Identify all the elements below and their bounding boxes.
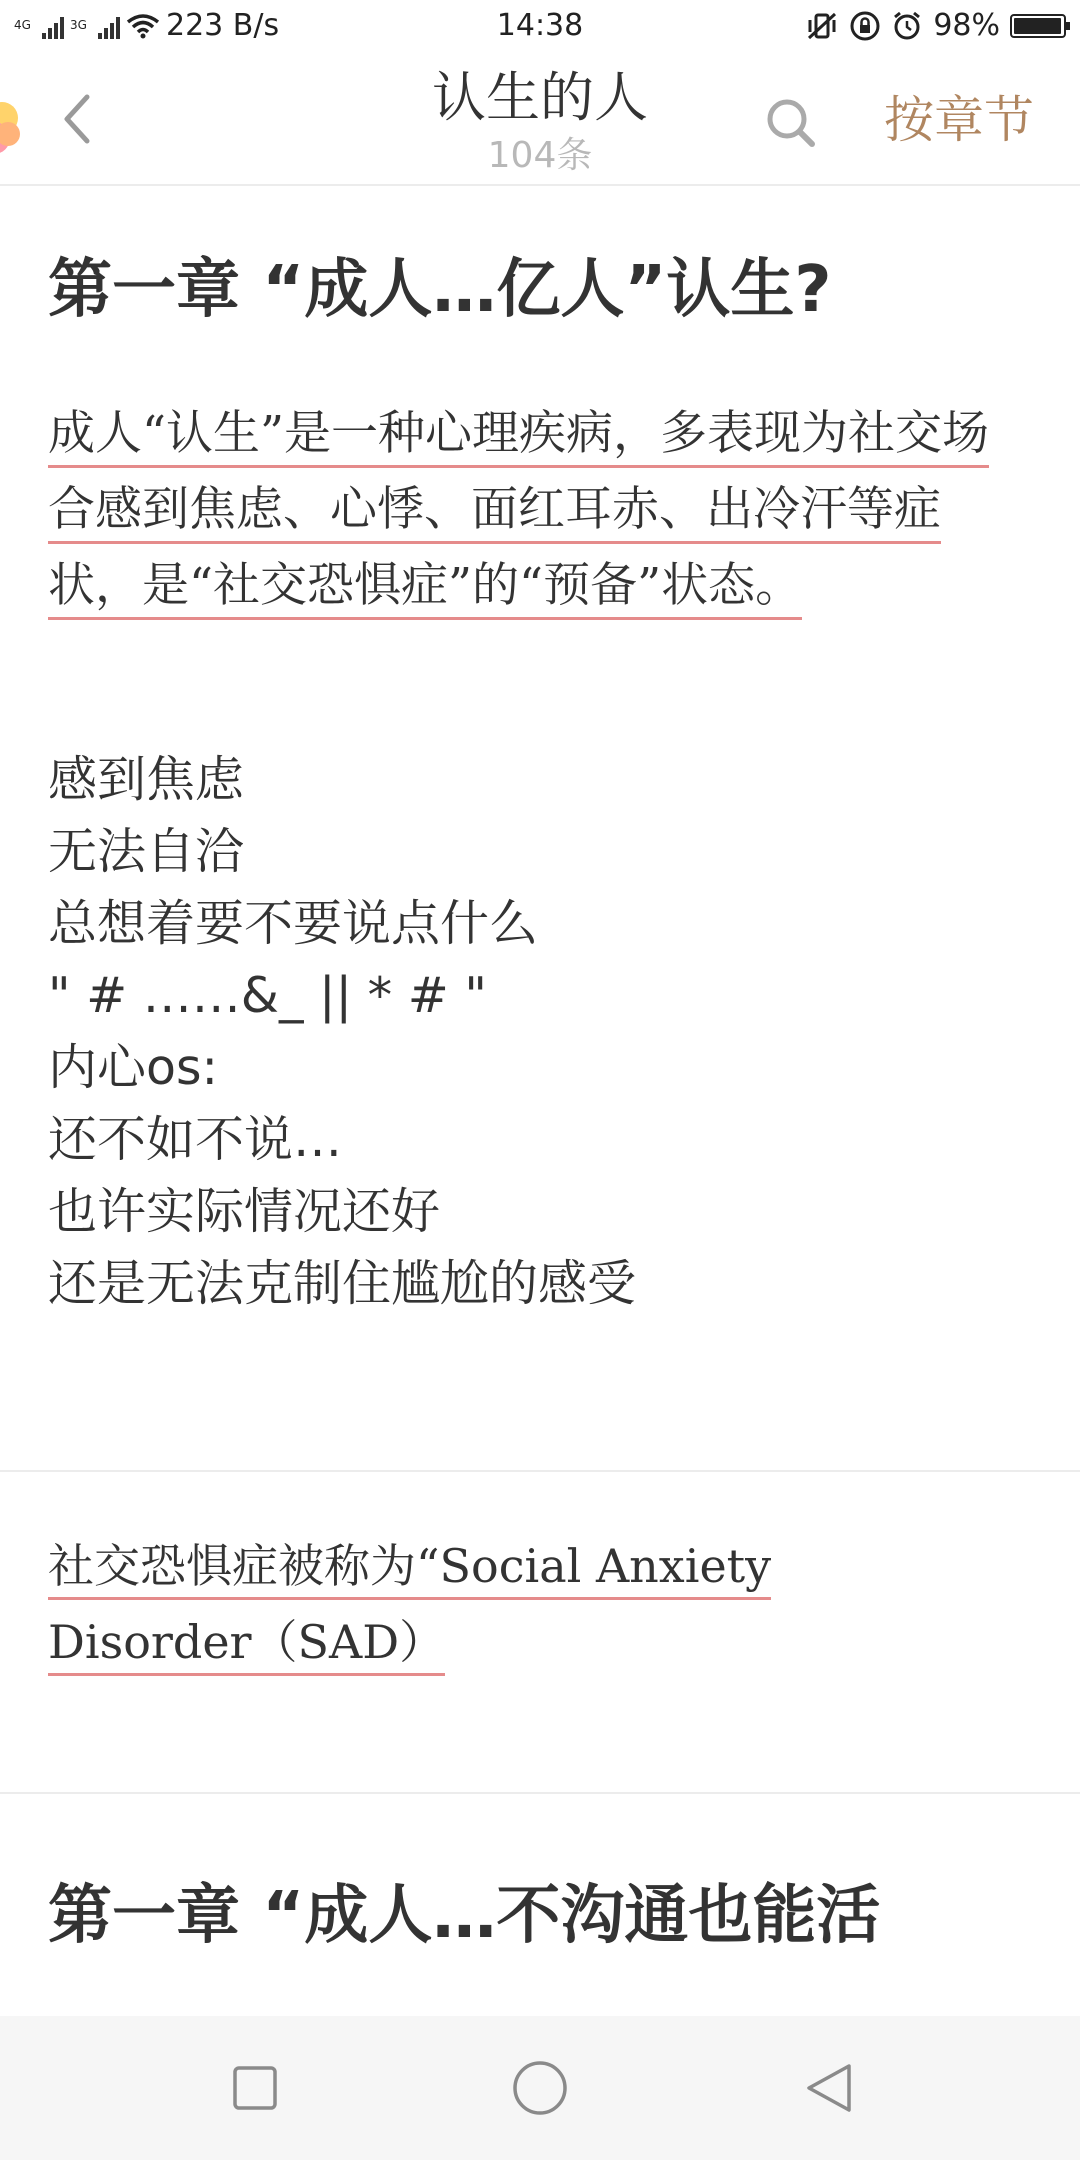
status-right: [805, 8, 1066, 43]
square-icon: [232, 2065, 278, 2111]
note-text: [48, 744, 1032, 1320]
home-button[interactable]: [504, 2052, 576, 2124]
highlight-text: [48, 1528, 948, 1680]
note-line: " # ……&_ || * # ": [48, 967, 487, 1024]
star-logo-icon: [0, 88, 42, 168]
note-card[interactable]: [0, 1472, 1080, 1794]
network-speed: 223 B/s: [166, 8, 280, 43]
network-type-1: 4G: [14, 18, 31, 32]
status-bar: [0, 0, 1080, 54]
battery-fill: [1014, 18, 1061, 34]
chapter-heading: 第一章 “成人…亿人”认生?: [48, 253, 832, 327]
chapter-sort-button[interactable]: 按章节: [884, 91, 1034, 149]
search-button[interactable]: [760, 92, 824, 156]
search-icon: [760, 92, 824, 156]
battery-percent: 98%: [933, 8, 1000, 43]
note-line: 感到焦虑: [48, 751, 245, 808]
circle-icon: [511, 2059, 569, 2117]
highlight-underlined-text: 成人“认生”是一种心理疾病，多表现为社交场合感到焦虑、心悸、面红耳赤、出冷汗等症状，是“社交恐惧症”的“预备”状态。: [48, 406, 989, 620]
triangle-back-icon: [803, 2062, 855, 2114]
system-nav-bar: [0, 2016, 1080, 2160]
highlight-text: [48, 396, 998, 624]
battery-icon: [1010, 14, 1066, 38]
back-nav-button[interactable]: [793, 2052, 865, 2124]
app-header: [0, 54, 1080, 186]
status-time: 14:38: [496, 8, 584, 43]
note-card[interactable]: [0, 1794, 1080, 2016]
network-type-2: 3G: [70, 18, 87, 32]
item-count: 104条: [487, 135, 593, 176]
note-line: 内心os:: [48, 1039, 219, 1096]
title-wrap: [290, 62, 790, 178]
note-line: 还不如不说…: [48, 1111, 343, 1168]
note-line: 总想着要不要说点什么: [48, 895, 539, 952]
chapter-heading: 第一章 “成人…不沟通也能活: [48, 1879, 881, 1953]
note-card[interactable]: [0, 186, 1080, 1472]
note-line: 还是无法克制住尴尬的感受: [48, 1255, 637, 1312]
chevron-left-icon: [61, 93, 93, 145]
note-line: 也许实际情况还好: [48, 1183, 441, 1240]
alarm-icon: [891, 10, 923, 42]
highlight-underlined-text: 社交恐惧症被称为“Social Anxiety Disorder（SAD）: [48, 1539, 771, 1676]
recent-apps-button[interactable]: [219, 2052, 291, 2124]
notes-list[interactable]: [0, 186, 1080, 2016]
vibrate-mute-icon: [805, 11, 839, 41]
note-line: 无法自洽: [48, 823, 245, 880]
back-button[interactable]: [52, 84, 102, 154]
page-title: 认生的人: [432, 66, 648, 129]
rotation-lock-icon: [849, 10, 881, 42]
